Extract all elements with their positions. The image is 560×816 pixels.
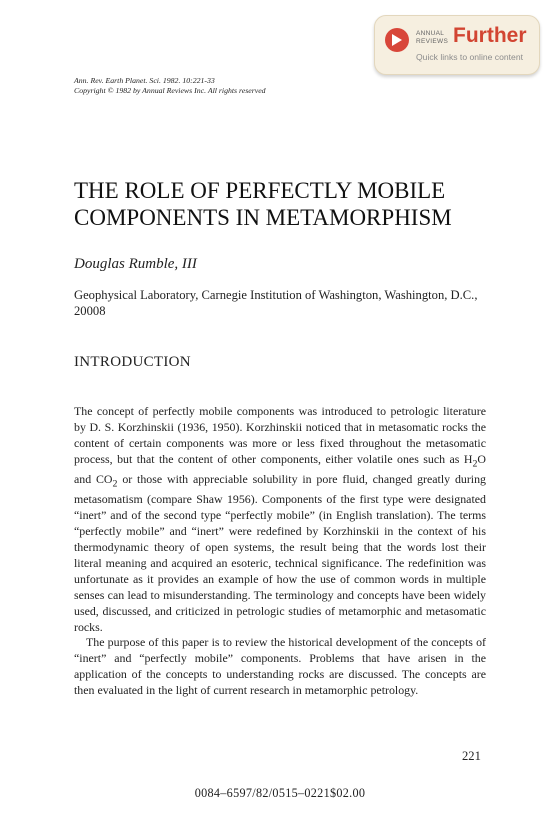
- further-banner[interactable]: [374, 15, 540, 75]
- paragraph-1-part-a: The concept of perfectly mobile components was introduced to petrologic literature by D. S. Korzhinskii (1936, 1950). Korzhinskii noticed that in metasomatic rocks the content of certain components was more or less fixed throughout the metasomatic process, but that the content of other components, either volatile ones such as H: [74, 404, 486, 466]
- page-number: 221: [462, 749, 481, 763]
- subscript-h2o: 2: [472, 458, 478, 470]
- annual-reviews-logo-icon: [385, 28, 409, 52]
- citation-line-2: Copyright © 1982 by Annual Reviews Inc. All rights reserved: [74, 86, 266, 95]
- further-label[interactable]: Further: [453, 24, 527, 47]
- paragraph-1-part-c: or those with appreciable solubility in pore fluid, changed greatly during metasomatism (compare Shaw 1956). Components of the first type were designated “inert” and of the second type “perfectly mobile” (in English translation). The terms “perfectly mobile” and “inert” were redefined by Korzhinskii in the context of his thermodynamic theory of open systems, the result being that the words lost their literal meaning and acquired an esoteric, technical significance. The redefinition was unfortunate as it provides an example of how the use of common words in multiple senses can lead to misunderstanding. The terminology and concepts have been widely used, discussed, and criticized in petrologic studies of metamorphic and metasomatic rocks.: [74, 472, 486, 634]
- subscript-co2: 2: [112, 478, 118, 490]
- author-name: Douglas Rumble, III: [74, 256, 197, 272]
- annual-label: ANNUAL: [416, 30, 445, 37]
- author-affiliation: Geophysical Laboratory, Carnegie Institution of Washington, Washington, D.C., 20008: [74, 288, 478, 318]
- section-heading: INTRODUCTION: [74, 354, 191, 370]
- citation-line-1: Ann. Rev. Earth Planet. Sci. 1982. 10:221-33: [74, 76, 215, 85]
- title-line-2: COMPONENTS IN METAMORPHISM: [74, 204, 452, 230]
- article-body: [74, 404, 486, 699]
- journal-citation: [74, 76, 266, 96]
- quick-links-text[interactable]: Quick links to online content: [416, 52, 524, 62]
- article-title: [74, 178, 514, 231]
- reviews-label: REVIEWS: [416, 38, 449, 45]
- title-line-1: THE ROLE OF PERFECTLY MOBILE: [74, 178, 446, 203]
- paragraph-1: [74, 404, 486, 635]
- paragraph-1-part-b: O and CO: [74, 451, 486, 486]
- paragraph-2: The purpose of this paper is to review the historical development of the concepts of “inert” and “perfectly mobile” components. Problems that have arisen in the application of the concepts to understanding rocks are discussed. The concepts are then evaluated in the light of current research in metamorphic petrology.: [74, 635, 486, 698]
- footer-code: 0084–6597/82/0515–0221$02.00: [194, 786, 366, 800]
